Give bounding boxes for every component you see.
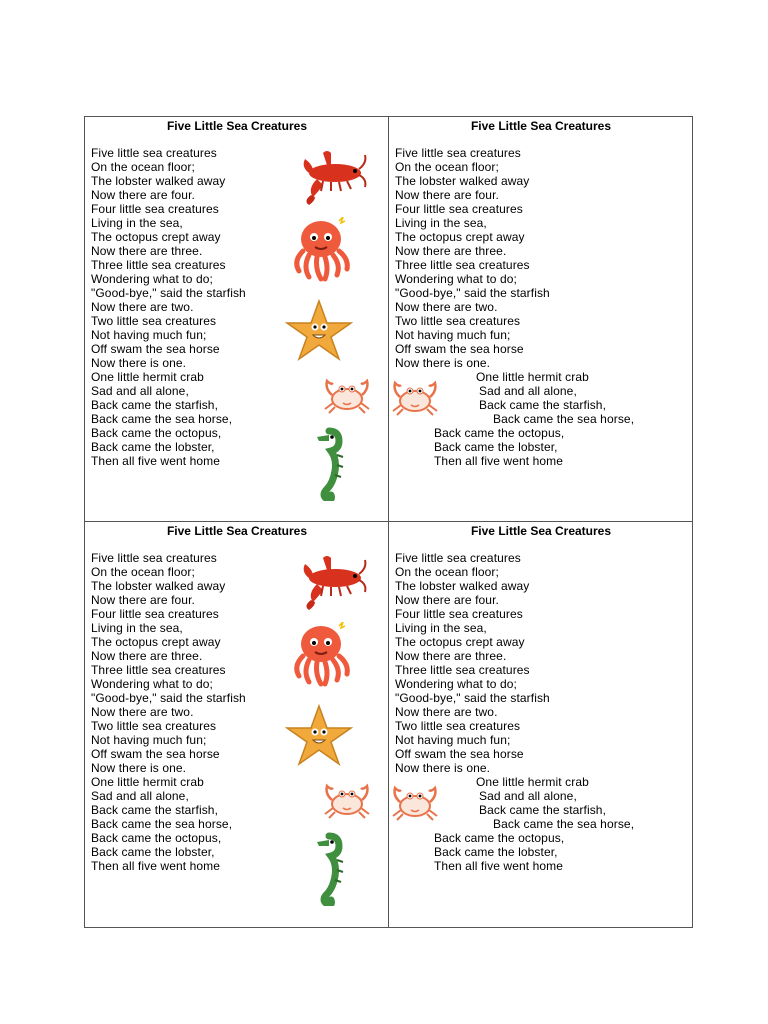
poem-line: On the ocean floor; bbox=[91, 565, 195, 579]
poem-line: "Good-bye," said the starfish bbox=[395, 286, 550, 300]
poem-line: Four little sea creatures bbox=[91, 607, 219, 621]
poem-line: Then all five went home bbox=[434, 859, 564, 873]
poem-line: Sad and all alone, bbox=[91, 789, 189, 803]
poem-line: Wondering what to do; bbox=[395, 677, 517, 691]
poem-card-bottom-right bbox=[389, 522, 693, 927]
poem-line: One little hermit crab bbox=[91, 370, 204, 384]
starfish-icon bbox=[285, 299, 353, 363]
poem-card-top-right bbox=[389, 117, 693, 522]
poem-line: The octopus crept away bbox=[395, 635, 525, 649]
poem-line: The lobster walked away bbox=[91, 174, 226, 188]
poem-line: One little hermit crab bbox=[91, 775, 204, 789]
poem-line: Four little sea creatures bbox=[395, 202, 523, 216]
poem-card-top-left bbox=[85, 117, 389, 522]
poem-line: Now there are two. bbox=[91, 300, 194, 314]
poem-line: Five little sea creatures bbox=[395, 551, 521, 565]
starfish-icon bbox=[285, 704, 353, 768]
poem-line: Back came the octopus, bbox=[434, 831, 565, 845]
seahorse-icon bbox=[307, 832, 347, 906]
poem-line: Wondering what to do; bbox=[91, 677, 213, 691]
card-title: Five Little Sea Creatures bbox=[166, 524, 308, 538]
poem-line: "Good-bye," said the starfish bbox=[395, 691, 550, 705]
poem-line: Back came the starfish, bbox=[479, 803, 607, 817]
poem-line: Not having much fun; bbox=[91, 328, 207, 342]
poem-line: Now there are four. bbox=[91, 188, 195, 202]
poem-line: Now there is one. bbox=[91, 761, 187, 775]
poem-line: Now there are three. bbox=[395, 244, 507, 258]
poem-card-bottom-left bbox=[85, 522, 389, 927]
poem-line: Back came the octopus, bbox=[91, 831, 222, 845]
poem-line: Four little sea creatures bbox=[91, 202, 219, 216]
poem-line: Back came the octopus, bbox=[434, 426, 565, 440]
poem-line: Two little sea creatures bbox=[91, 314, 217, 328]
poem-line: Now there are two. bbox=[91, 705, 194, 719]
poem-line: Sad and all alone, bbox=[479, 384, 577, 398]
poem-line: The octopus crept away bbox=[91, 635, 221, 649]
poem-line: Now there are two. bbox=[395, 705, 498, 719]
card-title: Five Little Sea Creatures bbox=[470, 524, 612, 538]
lobster-icon bbox=[297, 145, 369, 209]
hermit-crab-icon bbox=[321, 377, 375, 417]
poem-line: Back came the starfish, bbox=[479, 398, 607, 412]
poem-line: Back came the lobster, bbox=[434, 845, 558, 859]
poem-line: Three little sea creatures bbox=[395, 663, 530, 677]
poem-line: Living in the sea, bbox=[395, 216, 487, 230]
poem-line: Back came the lobster, bbox=[91, 845, 215, 859]
poem-line: Back came the octopus, bbox=[91, 426, 222, 440]
card-title: Five Little Sea Creatures bbox=[166, 119, 308, 133]
poem-line: Three little sea creatures bbox=[91, 258, 226, 272]
poem-line: Two little sea creatures bbox=[395, 314, 521, 328]
poem-line: Living in the sea, bbox=[91, 216, 183, 230]
poem-line: The octopus crept away bbox=[91, 230, 221, 244]
poem-line: Now there are four. bbox=[91, 593, 195, 607]
poem-line: Not having much fun; bbox=[395, 733, 511, 747]
poem-line: Sad and all alone, bbox=[479, 789, 577, 803]
poem-line: One little hermit crab bbox=[476, 775, 589, 789]
poem-line: Two little sea creatures bbox=[91, 719, 217, 733]
poem-line: The lobster walked away bbox=[395, 579, 530, 593]
poem-line: On the ocean floor; bbox=[91, 160, 195, 174]
poem-line: Sad and all alone, bbox=[91, 384, 189, 398]
hermit-crab-icon bbox=[389, 784, 443, 824]
poem-line: On the ocean floor; bbox=[395, 160, 499, 174]
poem-line: The lobster walked away bbox=[91, 579, 226, 593]
poem-line: Five little sea creatures bbox=[91, 551, 217, 565]
card-title: Five Little Sea Creatures bbox=[470, 119, 612, 133]
poem-line: Off swam the sea horse bbox=[91, 747, 220, 761]
poem-line: Three little sea creatures bbox=[395, 258, 530, 272]
octopus-icon bbox=[287, 217, 355, 287]
poem-line: Then all five went home bbox=[434, 454, 564, 468]
poem-line: Now there are two. bbox=[395, 300, 498, 314]
poem-line: Back came the starfish, bbox=[91, 803, 219, 817]
poem-line: Three little sea creatures bbox=[91, 663, 226, 677]
poem-line: Back came the lobster, bbox=[91, 440, 215, 454]
poem-line: Back came the starfish, bbox=[91, 398, 219, 412]
hermit-crab-icon bbox=[389, 379, 443, 419]
poem-line: Not having much fun; bbox=[91, 733, 207, 747]
poem-line: Wondering what to do; bbox=[395, 272, 517, 286]
poem-line: Wondering what to do; bbox=[91, 272, 213, 286]
poem-line: Off swam the sea horse bbox=[395, 747, 524, 761]
poem-line: Four little sea creatures bbox=[395, 607, 523, 621]
poem-line: Living in the sea, bbox=[395, 621, 487, 635]
poem-line: Now there is one. bbox=[91, 356, 187, 370]
poem-line: Now there are three. bbox=[91, 244, 203, 258]
poem-line: Living in the sea, bbox=[91, 621, 183, 635]
poem-line: Off swam the sea horse bbox=[91, 342, 220, 356]
poem-line: Now there are three. bbox=[91, 649, 203, 663]
poem-line: Back came the sea horse, bbox=[91, 817, 233, 831]
hermit-crab-icon bbox=[321, 782, 375, 822]
poem-line: Then all five went home bbox=[91, 859, 221, 873]
poem-line: Not having much fun; bbox=[395, 328, 511, 342]
poem-line: One little hermit crab bbox=[476, 370, 589, 384]
poem-line: Off swam the sea horse bbox=[395, 342, 524, 356]
poem-line: Back came the lobster, bbox=[434, 440, 558, 454]
poem-line: The lobster walked away bbox=[395, 174, 530, 188]
poem-line: On the ocean floor; bbox=[395, 565, 499, 579]
poem-line: Five little sea creatures bbox=[91, 146, 217, 160]
poem-line: Back came the sea horse, bbox=[493, 412, 635, 426]
lobster-icon bbox=[297, 550, 369, 614]
seahorse-icon bbox=[307, 427, 347, 501]
poem-line: Two little sea creatures bbox=[395, 719, 521, 733]
poem-line: Now there are three. bbox=[395, 649, 507, 663]
poem-line: "Good-bye," said the starfish bbox=[91, 691, 246, 705]
poem-line: Then all five went home bbox=[91, 454, 221, 468]
poem-line: Now there is one. bbox=[395, 356, 491, 370]
octopus-icon bbox=[287, 622, 355, 692]
poem-line: Now there are four. bbox=[395, 188, 499, 202]
poem-line: Now there are four. bbox=[395, 593, 499, 607]
poem-line: Back came the sea horse, bbox=[493, 817, 635, 831]
poem-line: The octopus crept away bbox=[395, 230, 525, 244]
poem-line: Back came the sea horse, bbox=[91, 412, 233, 426]
poem-line: "Good-bye," said the starfish bbox=[91, 286, 246, 300]
poem-line: Now there is one. bbox=[395, 761, 491, 775]
poem-line: Five little sea creatures bbox=[395, 146, 521, 160]
